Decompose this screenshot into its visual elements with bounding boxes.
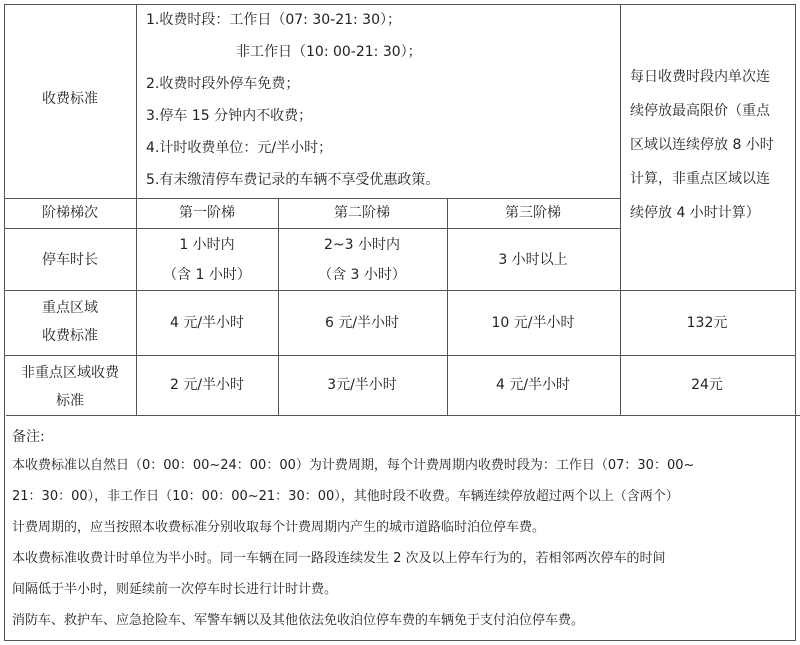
duration-2-line1: 2~3 小时内 (324, 237, 400, 253)
key-area-rate-2: 6 元/半小时 (324, 315, 400, 331)
rule-3: 3.停车 15 分钟内不收费； (146, 108, 313, 124)
notes-divider (6, 415, 800, 416)
tier-header: 阶梯梯次 (42, 205, 98, 221)
col-divider-2 (278, 198, 279, 415)
nonkey-area-cap: 24元 (691, 377, 723, 393)
rule-5: 5.有未缴清停车费记录的车辆不享受优惠政策。 (146, 172, 440, 188)
cap-note-line-5: 续停放 4 小时计算） (630, 205, 760, 221)
duration-2-line2: （含 3 小时） (318, 267, 406, 283)
cap-note-line-2: 续停放最高限价（重点 (630, 103, 770, 119)
col-divider-3 (447, 198, 448, 415)
tier-2: 第二阶梯 (334, 205, 390, 221)
rule-2: 2.收费时段外停车免费； (146, 76, 300, 92)
standard-label: 收费标准 (42, 91, 98, 107)
duration-1-line1: 1 小时内 (179, 237, 235, 253)
row-divider-1 (5, 198, 620, 199)
key-area-label-line1: 重点区域 (42, 300, 98, 316)
notes-line-5: 间隔低于半小时，则延续前一次停车时长进行计时计费。 (12, 582, 338, 597)
rule-4: 4.计时收费单位：元/半小时； (146, 140, 333, 156)
cap-note-line-4: 计算，非重点区域以连 (630, 171, 770, 187)
row-divider-2 (5, 228, 620, 229)
col-divider-1 (136, 5, 137, 415)
notes-line-4: 本收费标准收费计时单位为半小时。同一车辆在同一路段连续发生 2 次及以上停车行为的，若相邻两次停车的时间 (12, 551, 666, 566)
nonkey-area-label-line1: 非重点区域收费 (21, 365, 119, 381)
key-area-rate-3: 10 元/半小时 (491, 315, 575, 331)
tier-1: 第一阶梯 (179, 205, 235, 221)
key-area-cap: 132元 (686, 315, 728, 331)
nonkey-area-rate-1: 2 元/半小时 (169, 377, 245, 393)
nonkey-area-rate-2: 3元/半小时 (327, 377, 397, 393)
row-divider-3 (5, 290, 795, 291)
cap-note-line-1: 每日收费时段内单次连 (630, 69, 770, 85)
tier-3: 第三阶梯 (505, 205, 561, 221)
notes-title: 备注: (12, 429, 45, 445)
duration-1-line2: （含 1 小时） (163, 267, 251, 283)
key-area-label-line2: 收费标准 (42, 328, 98, 344)
row-divider-4 (5, 355, 795, 356)
col-divider-4 (620, 5, 621, 415)
notes-line-2: 21：30：00），非工作日（10：00：00~21：30：00），其他时段不收费。车辆连续停放超过两个以上（含两个） (12, 489, 679, 504)
fee-table-frame (4, 4, 796, 641)
duration-label: 停车时长 (42, 252, 98, 268)
nonkey-area-label-line2: 标准 (56, 393, 84, 409)
rule-1: 1.收费时段：工作日（07: 30-21: 30）； (146, 12, 402, 28)
notes-line-1: 本收费标准以自然日（0：00：00~24：00：00）为计费周期，每个计费周期内收费时段为：工作日（07：30：00~ (12, 458, 695, 473)
notes-line-3: 计费周期的，应当按照本收费标准分别收取每个计费周期内产生的城市道路临时泊位停车费。 (12, 520, 546, 535)
cap-note-line-3: 区域以连续停放 8 小时 (630, 137, 774, 153)
duration-3: 3 小时以上 (498, 252, 568, 268)
rule-1-continued: 非工作日（10: 00-21: 30）； (236, 44, 422, 60)
key-area-rate-1: 4 元/半小时 (169, 315, 245, 331)
nonkey-area-rate-3: 4 元/半小时 (495, 377, 571, 393)
notes-line-6: 消防车、救护车、应急抢险车、军警车辆以及其他依法免收泊位停车费的车辆免于支付泊位停车费。 (12, 613, 585, 628)
